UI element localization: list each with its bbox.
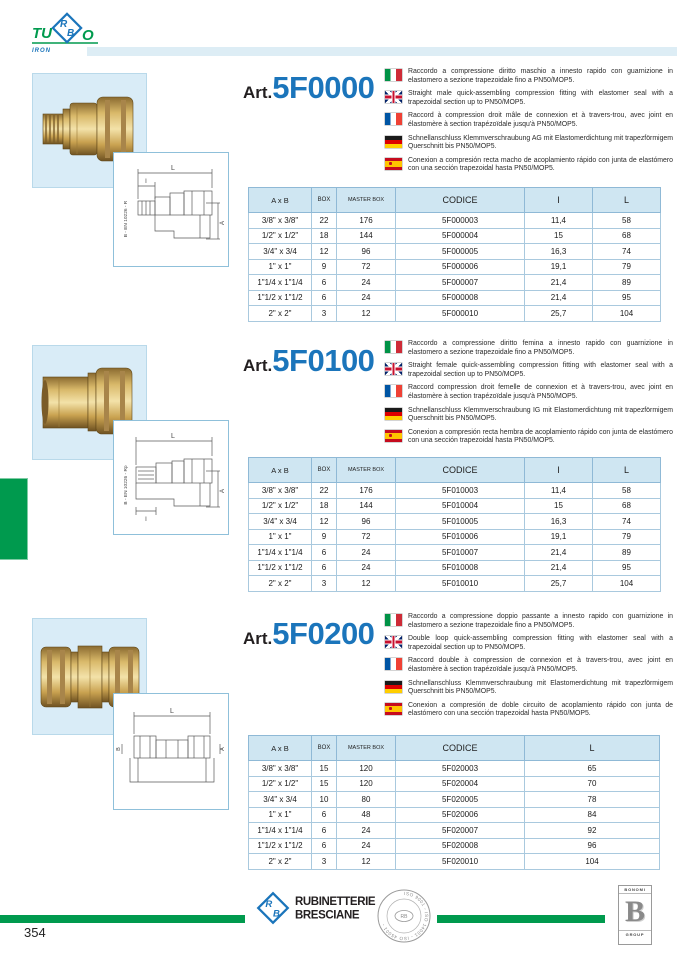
- column-header: BOX: [312, 188, 337, 213]
- table-cell: 25,7: [525, 306, 593, 322]
- table-cell: 5F010004: [396, 498, 525, 514]
- table-cell: 176: [337, 213, 396, 229]
- brand-line-2: BRESCIANE: [295, 908, 360, 921]
- table-cell: 5F010008: [396, 560, 525, 576]
- table-cell: 3/4" x 3/4: [249, 514, 312, 530]
- description-it: [385, 613, 673, 630]
- table-cell: 5F020008: [396, 838, 525, 854]
- rb-diamond-icon: [254, 889, 292, 927]
- table-cell: 74: [593, 244, 661, 260]
- rubinetterie-bresciane-logo: [254, 889, 375, 927]
- it-flag-icon: [385, 69, 402, 81]
- description-es: [385, 429, 673, 446]
- dim-label-L: L: [171, 433, 175, 440]
- table-cell: 5F020003: [396, 761, 525, 777]
- table-cell: 5F010003: [396, 483, 525, 499]
- table-cell: 18: [312, 228, 337, 244]
- description-it: [385, 68, 673, 85]
- column-header: I: [525, 188, 593, 213]
- art-prefix: Art.: [243, 629, 273, 648]
- table-cell: 3/4" x 3/4: [249, 792, 312, 808]
- table-cell: 5F000007: [396, 275, 525, 291]
- table-row: [249, 823, 660, 839]
- table-row: [249, 514, 661, 530]
- table-cell: 2" x 2": [249, 576, 312, 592]
- group-logo-letter: B: [624, 895, 645, 928]
- table-cell: 25,7: [525, 576, 593, 592]
- iso-stamp-center: RB: [400, 914, 408, 920]
- table-cell: 6: [312, 545, 337, 561]
- table-cell: 24: [337, 560, 396, 576]
- table-row: [249, 213, 661, 229]
- table-cell: 21,4: [525, 560, 593, 576]
- table-cell: 96: [337, 514, 396, 530]
- description-text: Straight female quick-assembling compression fitting with elastomer seal with a trapezoidal section up to PN50/MOP5.: [408, 362, 673, 378]
- table-row: [249, 761, 660, 777]
- table-cell: 6: [312, 838, 337, 854]
- logo-letter-r: R: [265, 899, 273, 911]
- table-cell: 72: [337, 529, 396, 545]
- table-cell: 6: [312, 560, 337, 576]
- table-cell: 6: [312, 807, 337, 823]
- table-cell: 120: [337, 776, 396, 792]
- table-cell: 120: [337, 761, 396, 777]
- description-fr: [385, 112, 673, 129]
- fr-flag-icon: [385, 385, 402, 397]
- table-cell: 2" x 2": [249, 854, 312, 870]
- article-heading-5f0100: [243, 343, 374, 379]
- table-cell: 89: [593, 275, 661, 291]
- logo-letter-b: B: [273, 908, 280, 920]
- table-cell: 3: [312, 306, 337, 322]
- table-cell: 79: [593, 529, 661, 545]
- de-flag-icon: [385, 681, 402, 693]
- en-flag-icon: [385, 636, 402, 648]
- it-flag-icon: [385, 341, 402, 353]
- art-prefix: Art.: [243, 83, 273, 102]
- table-cell: 15: [525, 228, 593, 244]
- turbo-logo-text-iron: IRON: [32, 48, 51, 54]
- description-text: Raccordo a compressione doppio passante a innesto rapido con guarnizione in elastomero a sezione trapezoidale fino a PN50/MOP5.: [408, 613, 673, 629]
- table-cell: 72: [337, 259, 396, 275]
- es-flag-icon: [385, 158, 402, 170]
- description-es: [385, 702, 673, 719]
- column-header: MASTER BOX: [337, 458, 396, 483]
- dim-label-A: A: [220, 220, 226, 226]
- spec-table-5f0100: [248, 457, 661, 592]
- table-cell: 15: [525, 498, 593, 514]
- table-row: [249, 807, 660, 823]
- table-cell: 5F010006: [396, 529, 525, 545]
- table-header-row: [249, 458, 661, 483]
- table-cell: 9: [312, 529, 337, 545]
- column-header: CODICE: [396, 736, 525, 761]
- page-number: 354: [24, 925, 46, 940]
- table-cell: 144: [337, 498, 396, 514]
- table-cell: 5F000005: [396, 244, 525, 260]
- logo-letter-r: R: [60, 19, 68, 30]
- table-cell: 5F020007: [396, 823, 525, 839]
- table-cell: 5F020010: [396, 854, 525, 870]
- table-cell: 5F000004: [396, 228, 525, 244]
- iso-certification-stamp: [376, 888, 432, 949]
- dim-label-L: L: [170, 708, 174, 715]
- dim-label-A: A: [220, 488, 226, 494]
- column-header: I: [525, 458, 593, 483]
- table-cell: 12: [337, 854, 396, 870]
- table-cell: 21,4: [525, 290, 593, 306]
- description-text: Straight male quick-assembling compression fitting with elastomer seal with a trapezoidal section up to PN50/MOP5.: [408, 90, 673, 106]
- table-cell: 24: [337, 545, 396, 561]
- table-cell: 16,3: [525, 514, 593, 530]
- art-code: 5F0100: [272, 343, 375, 378]
- column-header: L: [593, 458, 661, 483]
- table-cell: 65: [525, 761, 660, 777]
- column-header: CODICE: [396, 458, 525, 483]
- table-cell: 79: [593, 259, 661, 275]
- table-cell: 1"1/4 x 1"1/4: [249, 823, 312, 839]
- turbo-iron-logo: [30, 12, 102, 58]
- description-en: [385, 635, 673, 652]
- table-cell: 19,1: [525, 529, 593, 545]
- table-cell: 5F000008: [396, 290, 525, 306]
- table-row: [249, 838, 660, 854]
- table-cell: 11,4: [525, 213, 593, 229]
- table-row: [249, 545, 661, 561]
- descriptions-5f0100: [385, 340, 673, 446]
- table-cell: 3/8" x 3/8": [249, 761, 312, 777]
- description-text: Raccord double à compression de connexion et à travers-trou, avec joint en élastomère à section trapézoïdale jusqu'à PN50/MOP5.: [408, 657, 673, 673]
- description-text: Raccordo a compressione diritto femina a innesto rapido con guarnizione in elastomero a sezione trapezoidale fino a PN50/MOP5.: [408, 340, 673, 356]
- table-cell: 22: [312, 213, 337, 229]
- dim-label-B: B: [116, 747, 122, 751]
- table-cell: 5F020004: [396, 776, 525, 792]
- article-heading-5f0000: [243, 70, 374, 106]
- table-cell: 10: [312, 792, 337, 808]
- table-cell: 3/4" x 3/4: [249, 244, 312, 260]
- description-en: [385, 362, 673, 379]
- description-text: Conexion a compresión de doble circuito de acoplamiento rápido con junta de elastómero con una sección trapezoidal hasta PN50/MOP5.: [408, 701, 673, 718]
- table-cell: 1" x 1": [249, 529, 312, 545]
- table-cell: 95: [593, 560, 661, 576]
- description-de: [385, 680, 673, 697]
- table-cell: 15: [312, 776, 337, 792]
- description-text: Raccord à compression droit mâle de connexion et à travers-trou, avec joint en élastomère à section trapézoïdale jusqu'à PN50/MOP5.: [408, 112, 673, 128]
- table-cell: 3: [312, 576, 337, 592]
- fr-flag-icon: [385, 113, 402, 125]
- table-cell: 1/2" x 1/2": [249, 776, 312, 792]
- column-header: A x B: [249, 188, 312, 213]
- en-flag-icon: [385, 363, 402, 375]
- art-code: 5F0200: [272, 616, 375, 651]
- table-cell: 104: [525, 854, 660, 870]
- table-cell: 11,4: [525, 483, 593, 499]
- group-logo-bottom-text: GROUP: [619, 930, 651, 938]
- table-cell: 24: [337, 275, 396, 291]
- table-cell: 24: [337, 838, 396, 854]
- description-text: Schnellanschluss Klemmverschraubung mit Elastomerdichtung mit trapezförmigem Querschnitt bis PN50/MOP5.: [408, 679, 673, 696]
- description-en: [385, 90, 673, 107]
- spec-table-5f0000: [248, 187, 661, 322]
- table-row: [249, 259, 661, 275]
- table-cell: 5F020005: [396, 792, 525, 808]
- table-cell: 74: [593, 514, 661, 530]
- table-cell: 19,1: [525, 259, 593, 275]
- article-heading-5f0200: [243, 616, 374, 652]
- column-header: A x B: [249, 736, 312, 761]
- description-text: Conexion a compresión recta hembra de acoplamiento rápido con junta de elastómero con una sección trapezoidal hasta PN50/MOP5.: [408, 428, 673, 445]
- table-cell: 70: [525, 776, 660, 792]
- brand-line-1: RUBINETTERIE: [295, 894, 376, 908]
- group-logo-top-text: BONOMI: [619, 886, 651, 894]
- table-cell: 21,4: [525, 545, 593, 561]
- table-cell: 1/2" x 1/2": [249, 228, 312, 244]
- turbo-logo-text-o: O: [82, 27, 94, 44]
- es-flag-icon: [385, 430, 402, 442]
- footer-bar-right: [437, 915, 605, 923]
- column-header: L: [593, 188, 661, 213]
- table-row: [249, 529, 661, 545]
- table-cell: 2" x 2": [249, 306, 312, 322]
- table-cell: 3/8" x 3/8": [249, 213, 312, 229]
- table-cell: 78: [525, 792, 660, 808]
- table-cell: 5F010005: [396, 514, 525, 530]
- table-cell: 89: [593, 545, 661, 561]
- description-fr: [385, 657, 673, 674]
- es-flag-icon: [385, 703, 402, 715]
- column-header: MASTER BOX: [337, 188, 396, 213]
- table-header-row: [249, 736, 660, 761]
- table-cell: 1"1/4 x 1"1/4: [249, 545, 312, 561]
- table-cell: 5F000006: [396, 259, 525, 275]
- table-cell: 92: [525, 823, 660, 839]
- table-cell: 15: [312, 761, 337, 777]
- table-cell: 68: [593, 498, 661, 514]
- iso-stamp-text: ISO 9001 - ISO 14001 - ISO 45001 -: [380, 890, 430, 942]
- table-row: [249, 290, 661, 306]
- art-code: 5F0000: [272, 70, 375, 105]
- table-row: [249, 560, 661, 576]
- table-row: [249, 792, 660, 808]
- table-row: [249, 498, 661, 514]
- table-row: [249, 228, 661, 244]
- table-cell: 22: [312, 483, 337, 499]
- table-cell: 68: [593, 228, 661, 244]
- table-cell: 48: [337, 807, 396, 823]
- table-cell: 6: [312, 823, 337, 839]
- table-row: [249, 776, 660, 792]
- art-prefix: Art.: [243, 356, 273, 375]
- description-it: [385, 340, 673, 357]
- table-cell: 6: [312, 290, 337, 306]
- table-cell: 58: [593, 213, 661, 229]
- description-text: Schnellanschluss Klemmverschraubung IG mit Elastomerdichtung mit trapezförmigem Querschnitt bis PN50/MOP5.: [408, 406, 673, 423]
- description-es: [385, 157, 673, 174]
- table-row: [249, 306, 661, 322]
- table-cell: 95: [593, 290, 661, 306]
- fr-flag-icon: [385, 658, 402, 670]
- thread-spec-label: B - EN 10226 - Rp: [124, 465, 129, 505]
- description-text: Raccord compression droit femelle de connexion et à travers-trou, avec joint en élastomère à section trapézoïdale jusqu'à PN50/MOP5.: [408, 384, 673, 400]
- dim-label-L: L: [171, 165, 175, 172]
- column-header: CODICE: [396, 188, 525, 213]
- de-flag-icon: [385, 136, 402, 148]
- column-header: MASTER BOX: [337, 736, 396, 761]
- footer-bar-left: [0, 915, 245, 923]
- de-flag-icon: [385, 408, 402, 420]
- column-header: L: [525, 736, 660, 761]
- table-cell: 96: [525, 838, 660, 854]
- table-header-row: [249, 188, 661, 213]
- table-cell: 1"1/2 x 1"1/2: [249, 560, 312, 576]
- table-cell: 1" x 1": [249, 259, 312, 275]
- header-band: [87, 47, 677, 56]
- column-header: BOX: [312, 458, 337, 483]
- table-cell: 84: [525, 807, 660, 823]
- table-cell: 3: [312, 854, 337, 870]
- description-de: [385, 407, 673, 424]
- description-text: Conexion a compresión recta macho de acoplamiento rápido con junta de elastómero con una sección trapezoidal hasta PN50/MOP5.: [408, 156, 673, 173]
- spec-table-5f0200: [248, 735, 660, 870]
- table-cell: 104: [593, 576, 661, 592]
- table-row: [249, 275, 661, 291]
- description-text: Schnellanschluss Klemmverschraubung AG mit Elastomerdichtung mit trapezförmigem Querschnitt bis PN50/MOP5.: [408, 134, 673, 151]
- table-cell: 176: [337, 483, 396, 499]
- descriptions-5f0000: [385, 68, 673, 174]
- table-cell: 58: [593, 483, 661, 499]
- description-fr: [385, 384, 673, 401]
- table-cell: 1"1/4 x 1"1/4: [249, 275, 312, 291]
- logo-letter-b: B: [67, 28, 75, 39]
- table-row: [249, 576, 661, 592]
- descriptions-5f0200: [385, 613, 673, 719]
- table-cell: 21,4: [525, 275, 593, 291]
- bonomi-group-logo: [618, 885, 652, 945]
- dim-label-I: I: [145, 179, 147, 185]
- table-row: [249, 483, 661, 499]
- column-header: BOX: [312, 736, 337, 761]
- dim-label-A: A: [220, 747, 226, 751]
- table-row: [249, 244, 661, 260]
- table-cell: 9: [312, 259, 337, 275]
- table-cell: 96: [337, 244, 396, 260]
- en-flag-icon: [385, 91, 402, 103]
- turbo-logo-text-tu: TU: [32, 25, 52, 42]
- description-text: Raccordo a compressione diritto maschio a innesto rapido con guarnizione in elastomero a sezione trapezoidale fino a PN50/MOP5.: [408, 68, 673, 84]
- table-cell: 12: [312, 514, 337, 530]
- table-cell: 12: [312, 244, 337, 260]
- table-cell: 1/2" x 1/2": [249, 498, 312, 514]
- table-cell: 24: [337, 290, 396, 306]
- table-cell: 5F010010: [396, 576, 525, 592]
- table-cell: 5F020006: [396, 807, 525, 823]
- table-cell: 1"1/2 x 1"1/2: [249, 290, 312, 306]
- description-de: [385, 135, 673, 152]
- table-cell: 24: [337, 823, 396, 839]
- column-header: A x B: [249, 458, 312, 483]
- table-cell: 6: [312, 275, 337, 291]
- table-cell: 18: [312, 498, 337, 514]
- table-row: [249, 854, 660, 870]
- it-flag-icon: [385, 614, 402, 626]
- chapter-side-tab: [0, 478, 28, 560]
- technical-drawing-5f0000: [113, 152, 229, 267]
- table-cell: 12: [337, 576, 396, 592]
- table-cell: 1" x 1": [249, 807, 312, 823]
- table-cell: 80: [337, 792, 396, 808]
- technical-drawing-5f0200: [113, 693, 229, 810]
- description-text: Double loop quick-assembling compression fitting with elastomer seal with a trapezoidal section up to PN50/MOP5.: [408, 635, 673, 651]
- table-cell: 16,3: [525, 244, 593, 260]
- table-cell: 5F000010: [396, 306, 525, 322]
- table-cell: 104: [593, 306, 661, 322]
- table-cell: 12: [337, 306, 396, 322]
- table-cell: 5F000003: [396, 213, 525, 229]
- dim-label-I: I: [145, 517, 147, 523]
- technical-drawing-5f0100: [113, 420, 229, 535]
- table-cell: 1"1/2 x 1"1/2: [249, 838, 312, 854]
- table-cell: 144: [337, 228, 396, 244]
- table-cell: 3/8" x 3/8": [249, 483, 312, 499]
- table-cell: 5F010007: [396, 545, 525, 561]
- thread-spec-label: B - EN 10226 - R: [124, 200, 129, 238]
